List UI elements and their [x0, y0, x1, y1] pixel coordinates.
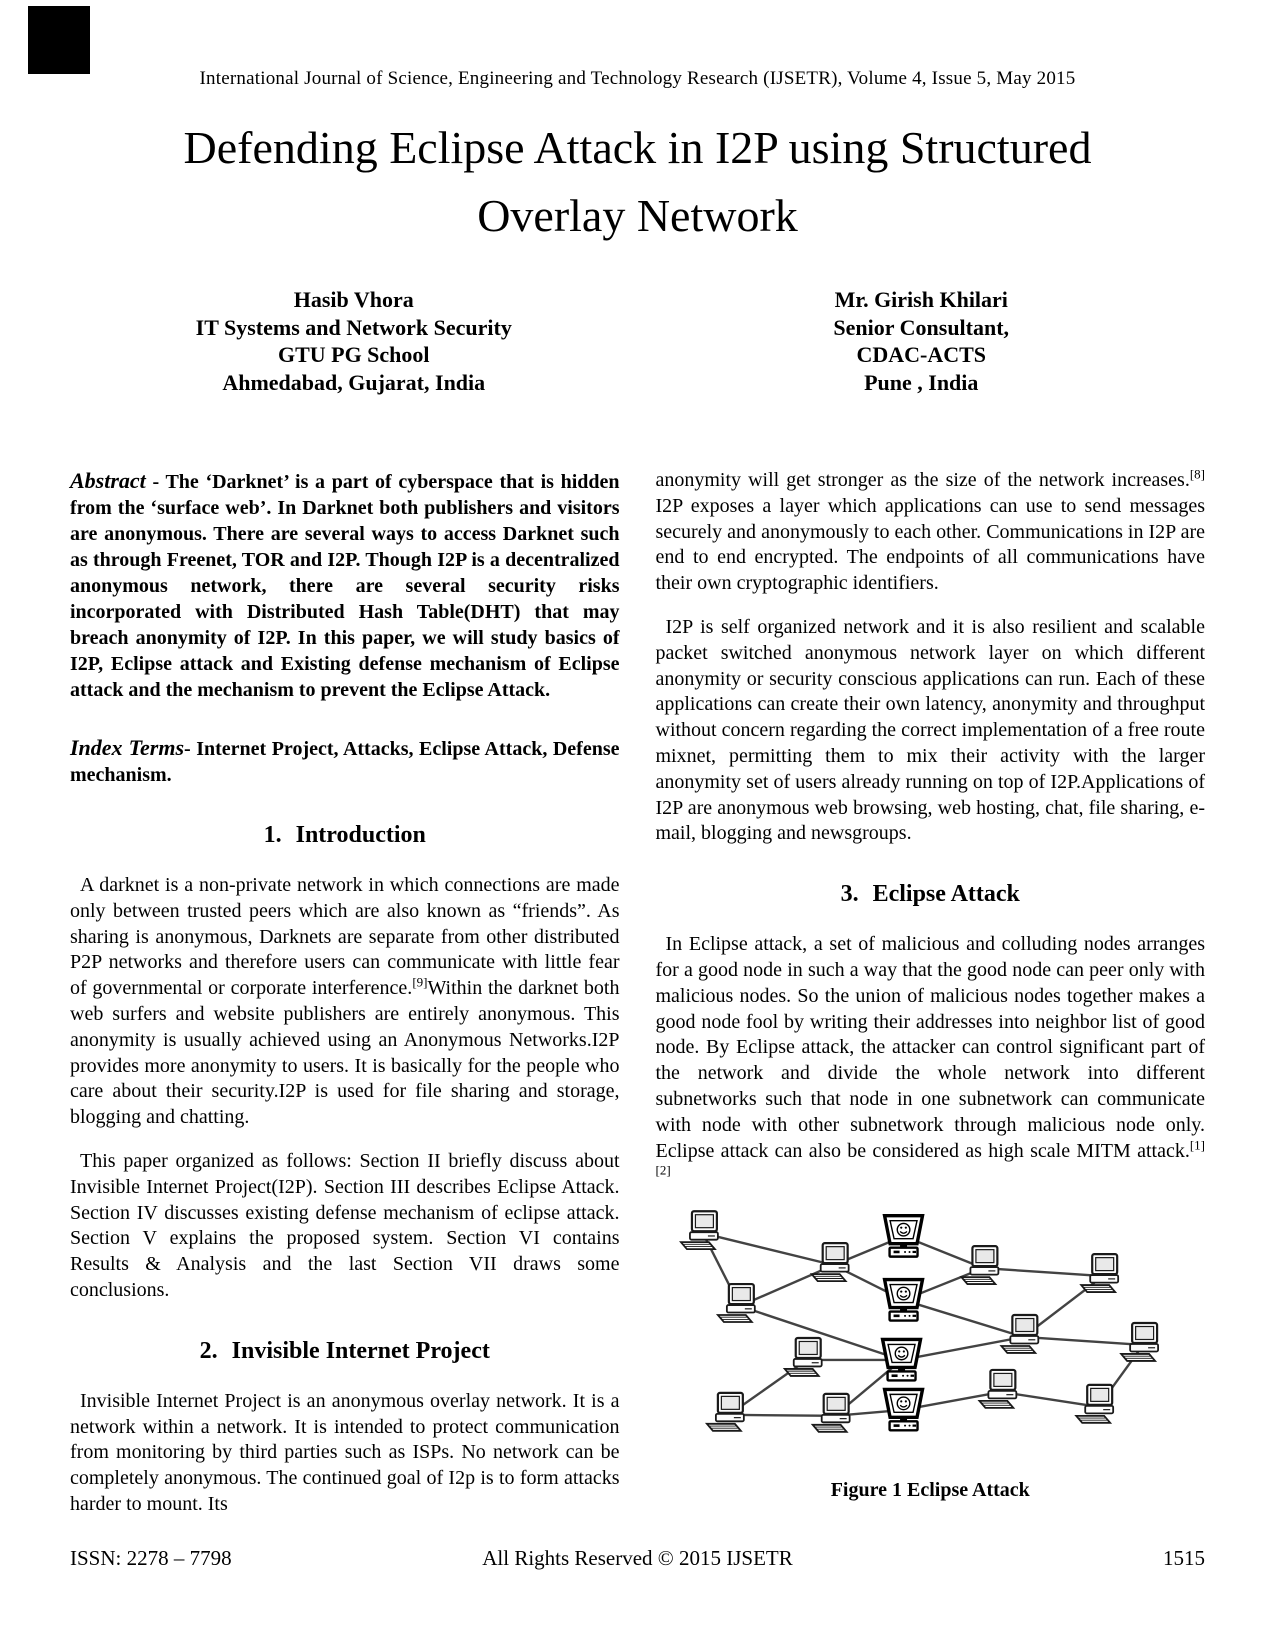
right-p1-text-a: anonymity will get stronger as the size of the network increases. [655, 469, 1190, 491]
intro-p1-text-a: A darknet is a non-private network in which connections are made only between trusted peers which are also known as “friends”. As sharing is anonymous, Darknets are separate from other distributed P2P networks and therefore users can communicate with little fear of governmental or corporate interference. [70, 874, 620, 1000]
eclipse-figure-svg [656, 1208, 1205, 1453]
good-node-icon [1001, 1315, 1038, 1353]
eclipse-p1-text: In Eclipse attack, a set of malicious and colluding nodes arranges for a good node in such a way that the good node can peer only with malicious nodes. So the union of malicious nodes together makes a good node fool by writing their addresses into neighbor list of good node. By Eclipse attack, the attacker can control significant part of the network and divide the whole network into different subnetworks such that node in one subnetwork can communicate with node with other subnetwork through malicious node only. Eclipse attack can also be considered as high scale MITM attack. [655, 933, 1205, 1162]
intro-paragraph-1 [70, 873, 620, 1131]
citation-ref-1-2: [1][2] [655, 1136, 1205, 1178]
author-2-affiliation-line: Senior Consultant, [833, 314, 1010, 340]
good-node-icon [680, 1211, 717, 1249]
section-number: 2. [199, 1337, 218, 1364]
section-heading-invisible-internet-project [70, 1338, 620, 1365]
abstract-label: Abstract [70, 468, 146, 493]
figure-1-caption: Figure 1 Eclipse Attack [830, 1479, 1030, 1502]
malicious-node-icon [884, 1216, 922, 1257]
abstract-separator: - [145, 471, 166, 493]
right-column [656, 468, 1206, 1536]
right-paragraph-1 [656, 468, 1206, 597]
index-terms-separator: - [184, 738, 197, 760]
author-2-name: Mr. Girish Khilari [834, 287, 1008, 312]
section-title: Eclipse Attack [872, 881, 1020, 908]
page-footer [70, 1546, 1205, 1571]
index-terms-paragraph [70, 735, 620, 788]
malicious-node-icon [884, 1280, 922, 1321]
good-node-icon [1081, 1254, 1118, 1292]
good-node-icon [979, 1370, 1016, 1408]
section-title: Introduction [295, 822, 426, 848]
two-column-body [70, 468, 1205, 1536]
intro-paragraph-2: This paper organized as follows: Section II briefly discuss about Invisible Internet Project(I2P). Section III describes Eclipse Attack. Section IV discusses existing defense mechanism of eclipse attack. Section V explains the proposed system. Section VI contains Results & Analysis and the last Section VII draws some conclusions. [70, 1149, 620, 1301]
abstract-text: The ‘Darknet’ is a part of cyberspace that is hidden from the ‘surface web’. In Darknet both publishers and visitors are anonymous. There are several ways to access Darknet such as through Freenet, TOR and I2P. Though I2P is a decentralized anonymous network, there are several security risks incorporated with Distributed Hash Table(DHT) that may breach anonymity of I2P. In this paper, we will study basics of I2P, Eclipse attack and Existing defense mechanism of Eclipse attack and the mechanism to prevent the Eclipse Attack. [70, 471, 620, 701]
invisible-internet-paragraph: Invisible Internet Project is an anonymous overlay network. It is a network within a network. It is intended to protect communication from monitoring by third parties such as ISPs. No network can be completely anonymous. The continued goal of I2p is to form attacks harder to mount. Its [70, 1389, 620, 1515]
good-node-icon [717, 1284, 754, 1322]
citation-ref-9: [9] [412, 974, 428, 990]
right-p1-text-b: I2P exposes a layer which applications can use to send messages securely and anonymously to each other. Communications in I2P are end to end encrypted. The endpoints of all communications have their own cryptographic identifiers. [655, 494, 1205, 595]
network-link [1023, 1337, 1143, 1345]
malicious-node-icon [882, 1340, 920, 1381]
paper-title-line2: Overlay Network [477, 190, 798, 241]
network-link [903, 1300, 1023, 1337]
section-number: 1. [263, 822, 282, 848]
index-terms-text: Internet Project, Attacks, Eclipse Attack, Defense mechanism. [70, 738, 620, 786]
author-1-affiliation-line: IT Systems and Network Security [195, 314, 512, 340]
author-1-affiliation-line: GTU PG School [277, 342, 430, 367]
malicious-node-icon [884, 1390, 922, 1431]
author-2-affiliation-line: CDAC-ACTS [856, 342, 987, 367]
network-link [983, 1268, 1103, 1276]
citation-ref-8: [8] [1189, 466, 1205, 482]
abstract-paragraph [70, 468, 620, 703]
author-block-2 [638, 286, 1206, 396]
index-terms-label: Index Terms [70, 735, 185, 760]
author-2-affiliation-line: Pune , India [864, 369, 979, 395]
paper-title-line1: Defending Eclipse Attack in I2P using Structured [183, 122, 1092, 173]
footer-page-number: 1515 [1163, 1546, 1205, 1570]
journal-header: International Journal of Science, Engineering and Technology Research (IJSETR), Volume 4, Issue 5, May 2015 [199, 68, 1076, 89]
author-1-name: Hasib Vhora [293, 287, 414, 312]
good-node-icon [812, 1394, 849, 1432]
good-node-icon [706, 1393, 743, 1431]
left-column [70, 468, 620, 1536]
eclipse-attack-paragraph [656, 932, 1206, 1190]
figure-1-eclipse-attack-diagram [656, 1208, 1206, 1453]
network-link [702, 1233, 833, 1265]
footer-issn: ISSN: 2278 – 7798 [70, 1546, 232, 1570]
scan-artifact-black-box [28, 6, 90, 74]
section-heading-introduction [70, 822, 620, 849]
footer-rights: All Rights Reserved © 2015 IJSETR [482, 1546, 793, 1570]
good-node-icon [1121, 1323, 1158, 1361]
author-block-1 [70, 286, 638, 396]
paper-title [138, 114, 1138, 250]
good-node-icon [784, 1338, 821, 1376]
section-title: Invisible Internet Project [231, 1337, 490, 1364]
author-1-affiliation-line: Ahmedabad, Gujarat, India [222, 369, 486, 395]
section-heading-eclipse-attack [656, 881, 1206, 908]
intro-p1-text-b: Within the darknet both web surfers and website publishers are entirely anonymous. This anonymity is usually achieved using an Anonymous Networks.I2P provides more anonymity to users. It is basically for the people who care about their security.I2P is used for file sharing and storage, blogging and chatting. [70, 977, 620, 1129]
good-node-icon [961, 1246, 998, 1284]
section-number: 3. [840, 881, 859, 908]
right-paragraph-2: I2P is self organized network and it is also resilient and scalable packet switched anonymous network layer on which different anonymity or security conscious applications can run. Each of these applications can create their own latency, anonymity and throughput without concern regarding the correct implementation of a free route mixnet, permitting them to mix their activity with the larger anonymity set of users already running on top of I2P.Applications of I2P are anonymous web browsing, web hosting, chat, file sharing, e-mail, blogging and newsgroups. [655, 615, 1205, 845]
authors-row [70, 286, 1205, 396]
